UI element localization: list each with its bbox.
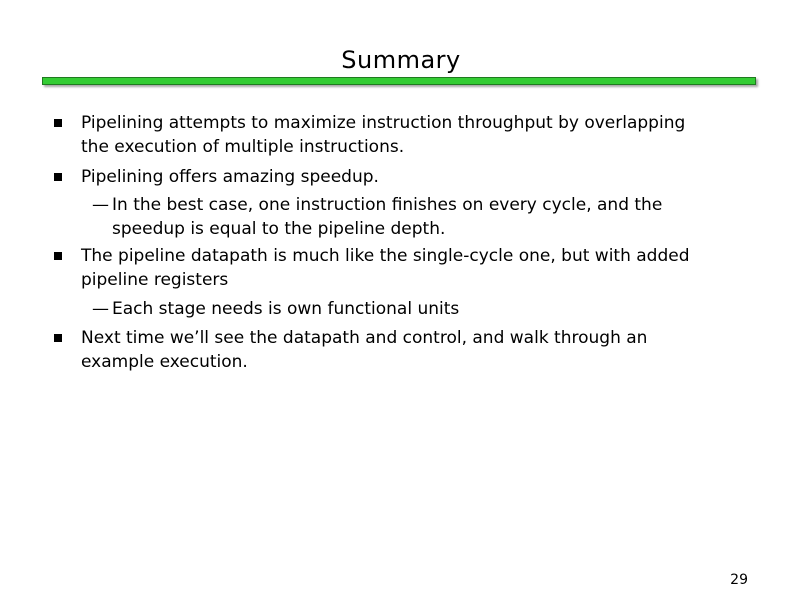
- bullet-2-sub-1-line-1: In the best case, one instruction finishes on every cycle, and the: [112, 195, 663, 215]
- bullet-marker-icon: [54, 173, 62, 181]
- bullet-1-line-1: Pipelining attempts to maximize instruction throughput by overlapping: [81, 113, 686, 133]
- bullet-2-sub-1-line-2: speedup is equal to the pipeline depth.: [112, 219, 446, 239]
- bullet-marker-icon: [54, 119, 62, 127]
- bullet-marker-icon: [54, 334, 62, 342]
- slide-title: Summary: [341, 46, 461, 74]
- bullet-4-line-2: example execution.: [81, 352, 248, 372]
- bullet-3-line-2: pipeline registers: [81, 270, 229, 290]
- bullet-4-line-1: Next time we’ll see the datapath and control, and walk through an: [81, 328, 648, 348]
- bullet-1-line-2: the execution of multiple instructions.: [81, 137, 405, 157]
- bullet-3-sub-1-line-1: Each stage needs is own functional units: [112, 299, 460, 319]
- sub-bullet-dash-icon: —: [92, 299, 109, 319]
- bullet-2-line-1: Pipelining offers amazing speedup.: [81, 167, 379, 187]
- sub-bullet-dash-icon: —: [92, 195, 109, 215]
- bullet-3-line-1: The pipeline datapath is much like the single-cycle one, but with added: [81, 246, 690, 266]
- page-number: 29: [730, 572, 748, 588]
- bullet-marker-icon: [54, 252, 62, 260]
- title-divider: [42, 77, 756, 85]
